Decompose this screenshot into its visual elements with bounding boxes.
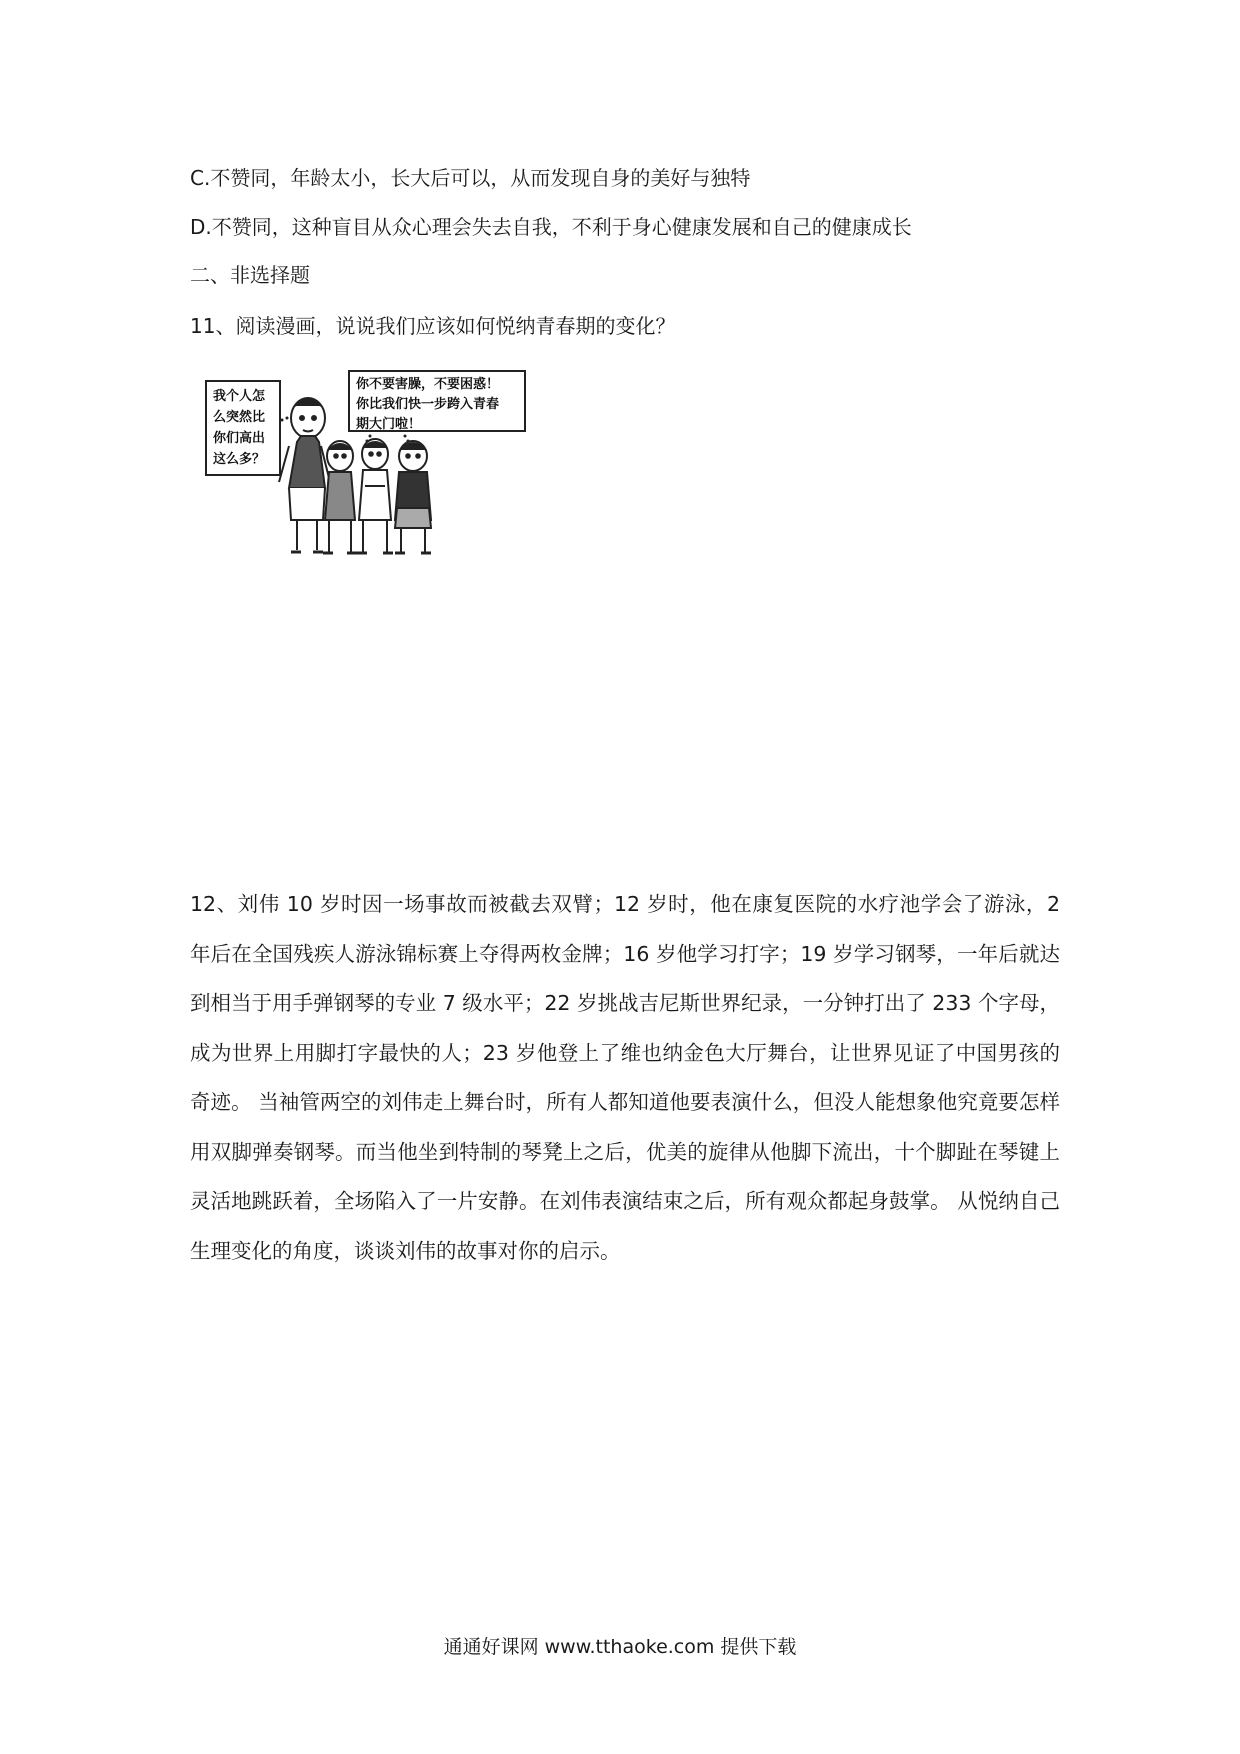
footer-text: 通通好课网 www.tthaoke.com 提供下载 [443, 1636, 797, 1658]
section-title: 二、非选择题 [190, 263, 310, 287]
question-11: 11、阅读漫画，说说我们应该如何悦纳青春期的变化？ [190, 314, 676, 338]
comic-illustration [205, 370, 525, 560]
speech-bubble-left: 我个人怎 么突然比 你们高出 这么多？ [205, 380, 281, 476]
option-c: C.不赞同，年龄太小，长大后可以，从而发现自身的美好与独特 [190, 166, 751, 190]
option-d: D.不赞同，这种盲目从众心理会失去自我，不利于身心健康发展和自己的健康成长 [190, 215, 912, 239]
speech-bubble-right: 你不要害臊，不要困惑！ 你比我们快一步跨入青春 期大门啦！ [348, 370, 526, 432]
question-12: 12、刘伟 10 岁时因一场事故而被截去双臂；12 岁时，他在康复医院的水疗池学会了游泳，2 年后在全国残疾人游泳锦标赛上夺得两枚金牌；16 岁他学习打字；19 岁学习钢琴，一年后就达到相当于用手弹钢琴的专业 7 级水平；22 岁挑战吉尼斯世界纪录，一分钟打出了 233 个字母，成为世界上用脚打字最快的人；23 岁他登上了维也纳金色大厅舞台，让世界见证了中国男孩的奇迹。 当袖管两空的刘伟走上舞台时，所有人都知道他要表演什么，但没人能想象他究竟要怎样用双脚弹奏钢琴。而当他坐到特制的琴凳上之后，优美的旋律从他脚下流出，十个脚趾在琴键上灵活地跳跃着，全场陷入了一片安静。在刘伟表演结束之后，所有观众都起身鼓掌。 从悦纳自己生理变化的角度，谈谈刘伟的故事对你的启示。 [190, 892, 1060, 1263]
